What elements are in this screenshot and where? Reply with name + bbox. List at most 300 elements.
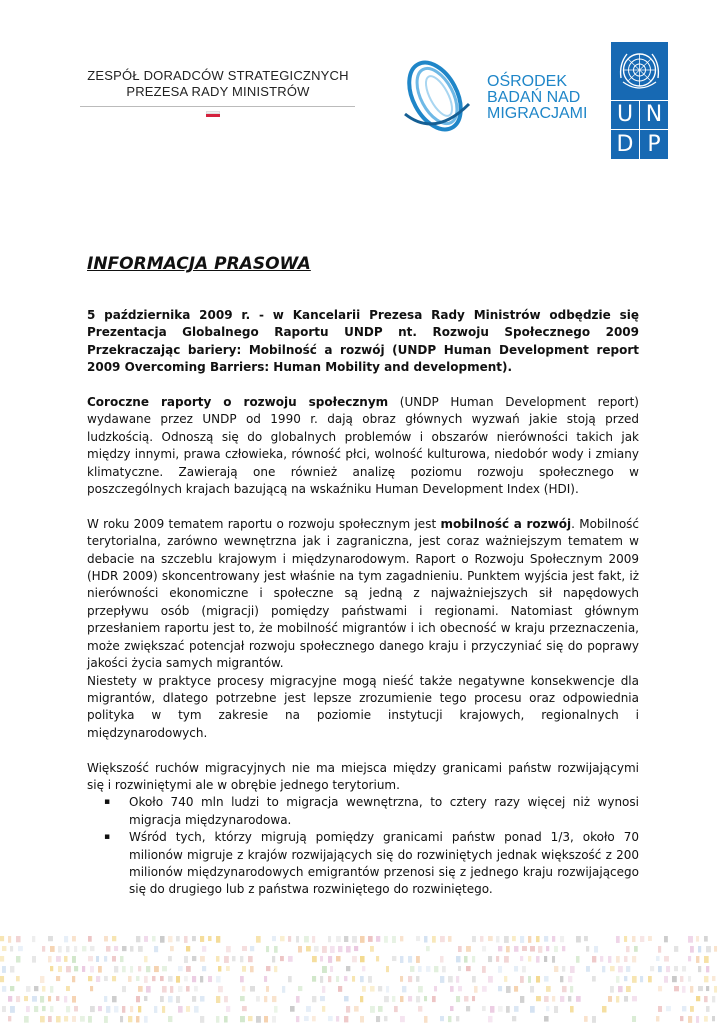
decorative-dot — [418, 986, 423, 992]
decorative-dot — [10, 986, 14, 991]
decorative-dot — [464, 956, 468, 963]
decorative-dot — [50, 946, 55, 952]
decorative-dot — [66, 986, 70, 991]
decorative-dot — [96, 956, 99, 962]
decorative-dot — [482, 986, 487, 992]
decorative-dot — [592, 1016, 596, 1023]
zds-name-line1: ZESPÓŁ DORADCÓW STRATEGICZNYCH — [87, 68, 349, 83]
decorative-dot — [466, 966, 471, 971]
decorative-dot — [48, 1016, 52, 1022]
decorative-dot — [74, 946, 77, 952]
decorative-dot — [354, 946, 358, 951]
decorative-dot — [680, 1016, 683, 1021]
decorative-dot — [162, 966, 167, 971]
decorative-dot — [536, 996, 541, 1001]
decorative-dot — [72, 936, 76, 941]
decorative-dot — [40, 976, 44, 983]
decorative-dot — [522, 966, 526, 972]
decorative-dot — [514, 1006, 519, 1012]
obm-swirl-logo-icon — [395, 52, 475, 138]
decorative-dot — [424, 936, 427, 942]
decorative-dot — [650, 966, 654, 971]
decorative-dot — [344, 1016, 348, 1022]
decorative-dot — [528, 936, 531, 943]
decorative-dot — [216, 976, 221, 982]
decorative-dot — [696, 936, 699, 942]
decorative-dot — [112, 936, 116, 941]
decorative-dot — [314, 946, 319, 952]
decorative-dot — [488, 976, 493, 983]
decorative-dot — [250, 946, 254, 951]
decorative-dot — [280, 956, 284, 961]
decorative-dot — [18, 946, 23, 951]
decorative-dot — [170, 946, 174, 951]
decorative-dot — [498, 1006, 503, 1012]
decorative-dot — [114, 966, 118, 973]
decorative-dot — [322, 966, 327, 973]
decorative-dot — [138, 986, 143, 992]
decorative-dot — [256, 1016, 261, 1023]
decorative-dot — [216, 1016, 219, 1023]
list-item-text: Wśród tych, którzy migrują pomiędzy granicami państw ponad 1/3, około 70 milionów migruje z krajów rozwijających się do rozwiniętych jednak większość z 200 milionów międzynarodowych emigrantów przenosi się z jednego kraju rozwijającego się do drugiego lub z państwa rozwiniętego do rozwiniętego. — [129, 830, 639, 897]
decorative-dot — [368, 936, 373, 942]
decorative-dot — [336, 936, 341, 942]
decorative-dot — [554, 966, 558, 972]
decorative-dot — [120, 956, 123, 962]
decorative-dot — [66, 1006, 70, 1012]
decorative-dot — [386, 966, 389, 972]
decorative-dot — [106, 1006, 110, 1013]
decorative-dot — [274, 966, 277, 972]
decorative-dot — [104, 956, 107, 962]
undp-letter-p: P — [647, 132, 661, 157]
decorative-dot — [128, 1016, 132, 1022]
decorative-dot — [344, 936, 348, 942]
decorative-dot — [410, 966, 414, 972]
decorative-dot — [72, 976, 75, 982]
decorative-dot — [520, 936, 524, 943]
decorative-dot — [514, 966, 518, 972]
decorative-dot — [360, 1016, 364, 1022]
decorative-dot — [136, 996, 140, 1002]
decorative-dot — [266, 946, 269, 952]
decorative-dot — [378, 986, 382, 991]
decorative-dot — [570, 966, 575, 973]
decorative-dot — [320, 956, 323, 962]
decorative-dot — [224, 956, 229, 963]
decorative-dot — [186, 966, 191, 972]
decorative-dot — [392, 956, 396, 961]
decorative-dot — [336, 956, 341, 961]
decorative-dot — [144, 936, 148, 942]
decorative-dot — [458, 966, 461, 971]
decorative-dot — [50, 1006, 53, 1012]
decorative-dot — [88, 976, 92, 981]
zds-divider — [80, 106, 355, 107]
decorative-dot — [34, 986, 38, 991]
paragraph-negative-consequences: Niestety w praktyce procesy migracyjne mogą nieść także negatywne konsekwencje dla migrantów, dlatego potrzebne jest lepsze zrozumienie tego procesu oraz odpowiednia polityka w tym zakresie na poziomie instytucji krajowych, regionalnych i międzynarodowych. — [87, 673, 639, 740]
bullet-icon: ▪ — [104, 832, 111, 843]
decorative-dot — [10, 1006, 15, 1013]
decorative-dot — [24, 996, 28, 1001]
decorative-dot — [330, 946, 335, 953]
decorative-dot — [192, 956, 196, 961]
decorative-dot — [194, 986, 198, 991]
decorative-dot — [704, 936, 708, 942]
decorative-dot — [296, 1016, 299, 1022]
decorative-dot — [0, 976, 4, 982]
decorative-dot — [488, 1016, 492, 1022]
decorative-dot — [456, 976, 459, 983]
decorative-dot — [162, 1006, 165, 1013]
decorative-dot — [400, 1016, 405, 1022]
decorative-dot — [112, 956, 116, 962]
obm-name-line3: MIGRACJAMI — [487, 105, 588, 122]
decorative-dot — [466, 946, 471, 952]
decorative-dot — [682, 1006, 686, 1011]
decorative-dot — [106, 946, 110, 952]
decorative-dot — [488, 936, 493, 941]
decorative-dot — [224, 1016, 228, 1022]
decorative-dot — [0, 936, 4, 941]
decorative-dot — [368, 976, 372, 983]
decorative-dot — [186, 946, 190, 951]
decorative-dot — [528, 976, 531, 983]
decorative-dot — [546, 986, 551, 992]
decorative-dot — [122, 966, 126, 972]
decorative-dot — [416, 976, 419, 982]
decorative-dot — [408, 956, 412, 963]
decorative-dot — [288, 936, 291, 942]
decorative-dot — [530, 986, 534, 993]
decorative-dot — [506, 1006, 510, 1013]
decorative-dot — [32, 936, 35, 942]
decorative-dot — [72, 996, 76, 1003]
decorative-dot — [218, 986, 223, 992]
decorative-dot — [714, 946, 717, 952]
decorative-dot — [424, 996, 427, 1001]
decorative-dot — [352, 936, 357, 943]
decorative-dot — [498, 966, 502, 973]
decorative-dot — [712, 1016, 715, 1021]
decorative-dot — [202, 946, 206, 952]
decorative-dot — [66, 966, 71, 972]
decorative-dot — [186, 1006, 190, 1012]
decorative-dot — [376, 1016, 380, 1022]
decorative-dot — [320, 976, 323, 983]
decorative-dot — [184, 976, 188, 981]
decorative-dot — [120, 1016, 123, 1022]
decorative-dot — [400, 936, 403, 941]
decorative-dot — [152, 976, 156, 981]
decorative-dot — [712, 996, 715, 1002]
decorative-dot — [344, 996, 349, 1001]
decorative-dot — [256, 936, 261, 943]
decorative-dot — [72, 1016, 76, 1022]
paragraph-migration-movements: Większość ruchów migracyjnych nie ma miejsca między granicami państw rozwijającymi się i rozwiniętymi ale w obrębie jednego terytorium. — [87, 760, 639, 792]
undp-letter-n: N — [645, 102, 663, 127]
decorative-dot — [264, 996, 267, 1002]
decorative-dot — [666, 1006, 671, 1011]
decorative-dot — [456, 1016, 459, 1021]
list-item — [87, 794, 639, 829]
decorative-dot — [312, 976, 316, 982]
decorative-dot — [176, 936, 180, 941]
zds-name-line2: PREZESA RADY MINISTRÓW — [126, 84, 310, 99]
decorative-dot — [304, 1016, 309, 1021]
decorative-dot — [616, 976, 619, 983]
decorative-dot — [520, 996, 524, 1003]
decorative-dot — [704, 976, 708, 982]
decorative-dot — [50, 966, 53, 971]
decorative-dot — [122, 946, 127, 951]
decorative-dot — [200, 956, 205, 962]
decorative-dot — [296, 996, 300, 1003]
decorative-dot — [64, 956, 68, 962]
decorative-dot — [58, 946, 62, 952]
decorative-dot — [464, 996, 468, 1002]
decorative-dot — [658, 966, 662, 972]
decorative-dot — [82, 966, 85, 972]
decorative-dot — [330, 966, 333, 972]
decorative-dot — [360, 996, 363, 1002]
decorative-dot — [232, 956, 235, 961]
decorative-dot — [706, 946, 711, 952]
decorative-dot — [298, 946, 302, 953]
decorative-dot — [154, 946, 158, 952]
decorative-dot — [714, 986, 717, 993]
decorative-dot — [562, 986, 567, 992]
polish-flag-icon — [206, 111, 220, 117]
decorative-dot — [26, 1006, 30, 1012]
decorative-dot — [104, 1016, 108, 1023]
decorative-dot — [56, 996, 59, 1001]
decorative-dot — [112, 996, 117, 1002]
decorative-dot — [400, 976, 403, 982]
press-release-body — [87, 250, 639, 899]
decorative-dot — [26, 986, 30, 992]
decorative-dot — [312, 936, 315, 943]
decorative-dot — [354, 1006, 359, 1012]
decorative-dot — [704, 996, 708, 1002]
decorative-dot — [144, 976, 148, 983]
decorative-dot — [242, 1006, 247, 1011]
decorative-dot — [338, 946, 342, 952]
decorative-dot — [178, 1006, 183, 1013]
decorative-dot — [640, 976, 643, 982]
undp-letter-u: U — [616, 102, 634, 127]
topic-bold-phrase: mobilność a rozwój — [440, 516, 572, 531]
decorative-dot — [586, 966, 590, 972]
decorative-dot — [482, 966, 486, 973]
decorative-dot — [144, 1016, 148, 1023]
decorative-dot — [114, 1006, 118, 1012]
decorative-dot — [208, 976, 212, 982]
decorative-dot — [64, 936, 68, 942]
decorative-dot — [186, 986, 190, 992]
decorative-dot — [658, 1006, 662, 1012]
decorative-dot — [544, 936, 548, 942]
letterhead — [0, 0, 724, 170]
decorative-dot — [482, 1006, 486, 1011]
decorative-dot — [456, 956, 461, 962]
decorative-dot — [360, 956, 365, 962]
decorative-dot — [344, 976, 347, 981]
decorative-dot — [632, 956, 636, 962]
decorative-dot — [546, 1006, 549, 1011]
decorative-dot — [48, 956, 52, 962]
decorative-dot — [560, 996, 564, 1002]
decorative-dot — [352, 976, 355, 982]
decorative-dot — [160, 976, 164, 981]
undp-logo — [611, 42, 668, 159]
decorative-dot — [426, 966, 430, 972]
decorative-dot — [306, 946, 311, 951]
decorative-dot — [202, 966, 206, 971]
decorative-dot — [640, 936, 644, 942]
decorative-dot — [408, 976, 412, 982]
decorative-dot — [594, 946, 598, 953]
decorative-dot — [138, 1006, 141, 1012]
decorative-dot — [226, 1006, 230, 1012]
decorative-dot — [144, 996, 147, 1001]
decorative-dot — [90, 946, 95, 951]
obm-name-line2: BADAŃ NAD — [487, 89, 581, 106]
decorative-dot — [600, 956, 603, 962]
decorative-dot — [608, 956, 611, 963]
decorative-dot — [466, 1006, 470, 1011]
decorative-dot — [226, 946, 231, 952]
decorative-dot — [474, 986, 478, 993]
decorative-dot — [448, 976, 453, 982]
decorative-dot — [240, 1016, 245, 1022]
decorative-dot — [88, 936, 92, 942]
decorative-dot — [226, 966, 230, 971]
decorative-dot — [216, 996, 220, 1003]
decorative-dot — [440, 956, 443, 963]
topic-text-a: W roku 2009 tematem raportu o rozwoju społecznym jest — [87, 516, 441, 531]
decorative-dot — [192, 996, 196, 1002]
decorative-dot — [704, 1016, 708, 1022]
decorative-dot — [584, 936, 588, 941]
decorative-dot — [370, 946, 374, 952]
decorative-dot — [264, 976, 267, 982]
decorative-dot — [56, 956, 61, 962]
decorative-dot — [498, 986, 502, 991]
decorative-dot — [504, 936, 509, 943]
decorative-dot — [682, 966, 686, 972]
decorative-dot — [568, 996, 571, 1002]
decorative-dot — [378, 1006, 383, 1012]
decorative-dot — [618, 986, 623, 992]
decorative-dot — [608, 996, 612, 1002]
decorative-dot — [698, 966, 701, 972]
decorative-dot — [178, 966, 183, 971]
decorative-dot — [122, 1006, 125, 1013]
decorative-dot — [272, 1016, 276, 1023]
decorative-dot — [104, 976, 108, 981]
decorative-dot — [706, 1006, 710, 1012]
decorative-dot — [88, 956, 93, 961]
bullet-icon: ▪ — [104, 797, 111, 808]
decorative-dot — [362, 986, 366, 992]
decorative-dot — [64, 996, 67, 1002]
decorative-dot — [448, 936, 452, 942]
paragraph-reports — [87, 394, 639, 498]
decorative-dot — [472, 976, 476, 982]
decorative-dot — [498, 946, 502, 951]
undp-letter-d: D — [616, 132, 634, 157]
decorative-dot — [136, 936, 140, 942]
decorative-dot — [688, 936, 693, 943]
decorative-dot — [440, 976, 444, 983]
decorative-dot — [490, 1006, 494, 1013]
decorative-dot — [624, 996, 628, 1002]
decorative-dot — [432, 936, 436, 943]
decorative-dot — [10, 946, 13, 952]
decorative-dot — [680, 976, 683, 982]
decorative-dot — [200, 1016, 204, 1023]
decorative-dot — [690, 1006, 694, 1012]
decorative-dot — [272, 996, 276, 1002]
decorative-dot — [32, 956, 36, 963]
decorative-dot — [64, 1016, 68, 1022]
decorative-dot — [74, 966, 78, 971]
decorative-dot — [472, 936, 476, 942]
decorative-dot — [240, 976, 244, 982]
decorative-dot — [320, 996, 325, 1001]
decorative-dot — [624, 936, 627, 942]
decorative-dot — [16, 976, 20, 981]
decorative-dot — [130, 1006, 133, 1012]
decorative-dot — [530, 1006, 535, 1013]
decorative-dot — [218, 966, 221, 972]
decorative-dot — [104, 996, 107, 1002]
decorative-dot — [250, 966, 254, 972]
decorative-dot — [360, 936, 365, 943]
decorative-dot — [194, 1006, 199, 1013]
decorative-dot — [208, 936, 212, 941]
decorative-dot — [130, 946, 133, 952]
decorative-dot — [82, 946, 86, 951]
decorative-dot — [434, 986, 437, 991]
decorative-dot — [384, 936, 388, 943]
decorative-dot — [706, 986, 709, 991]
decorative-dot — [536, 956, 540, 963]
decorative-dot — [538, 946, 542, 953]
decorative-dot — [328, 976, 331, 982]
decorative-dot — [346, 946, 351, 953]
decorative-dot — [290, 1006, 295, 1012]
decorative-dot — [456, 996, 460, 1002]
decorative-dot — [402, 986, 406, 992]
decorative-dot — [360, 976, 364, 982]
decorative-dot — [370, 986, 375, 992]
decorative-dot — [426, 946, 430, 951]
decorative-dot — [328, 956, 332, 963]
decorative-dot — [312, 996, 316, 1002]
decorative-dot — [336, 1016, 339, 1022]
decorative-dot — [696, 956, 699, 963]
decorative-dot — [432, 996, 436, 1002]
decorative-dot — [338, 986, 342, 992]
decorative-dot — [2, 1006, 6, 1012]
decorative-dot — [544, 1016, 549, 1022]
decorative-dot — [200, 936, 204, 942]
decorative-dot — [192, 976, 196, 982]
decorative-dot — [394, 1006, 398, 1012]
decorative-dot — [632, 936, 635, 942]
